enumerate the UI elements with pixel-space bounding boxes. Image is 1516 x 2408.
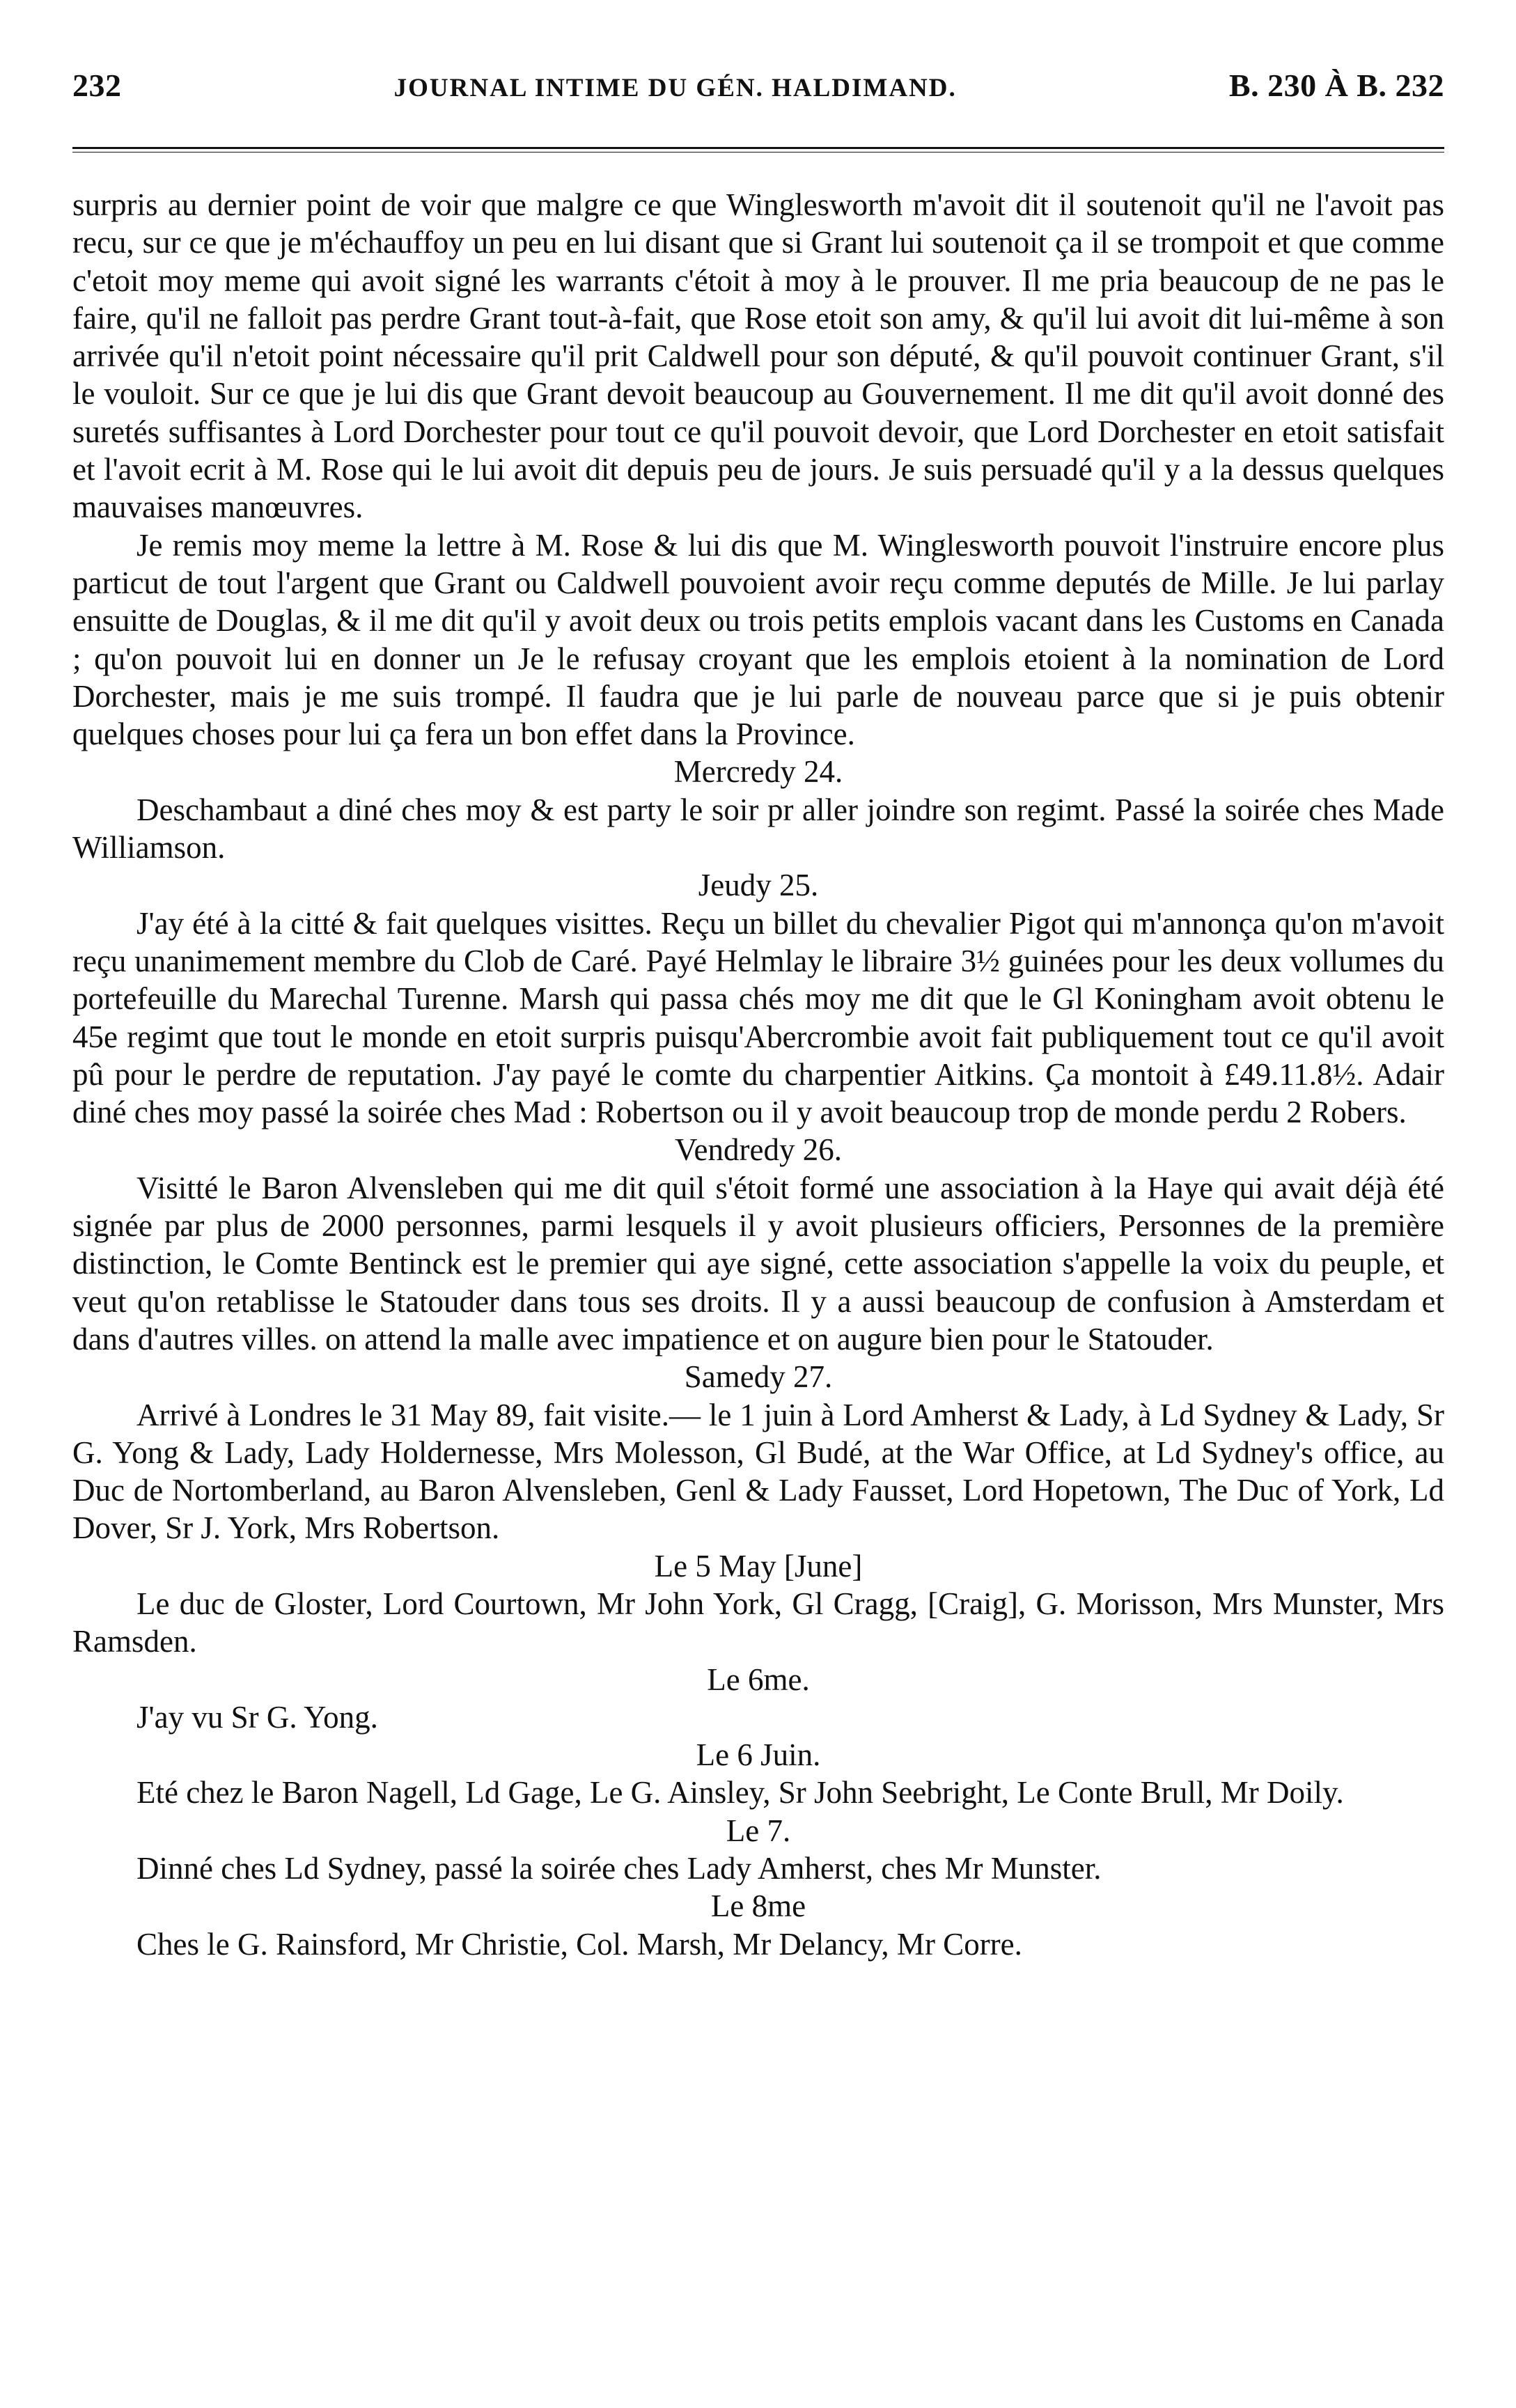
journal-paragraph: J'ay vu Sr G. Yong. xyxy=(136,1699,378,1735)
archive-reference: B. 230 À B. 232 xyxy=(1228,68,1444,103)
journal-paragraph: Le duc de Gloster, Lord Courtown, Mr John York, Gl Cragg, [Craig], G. Morisson, Mrs Munster, Mrs Ramsden. xyxy=(72,1586,1444,1659)
journal-text xyxy=(72,186,1444,1963)
running-title: JOURNAL INTIME DU GÉN. HALDIMAND. xyxy=(393,74,957,102)
page-number: 232 xyxy=(72,68,122,103)
entry-date-heading: Le 7. xyxy=(726,1813,791,1848)
journal-page xyxy=(72,67,1444,1963)
entry-date-heading: Jeudy 25. xyxy=(698,868,819,903)
entry-date-heading: Mercredy 24. xyxy=(673,754,843,790)
journal-paragraph: Eté chez le Baron Nagell, Ld Gage, Le G. Ainsley, Sr John Seebright, Le Conte Brull, Mr Doily. xyxy=(136,1775,1344,1811)
entry-date-heading: Le 8me xyxy=(710,1889,806,1924)
entry-date-heading: Le 6me. xyxy=(707,1662,810,1697)
journal-paragraph: Je remis moy meme la lettre à M. Rose & lui dis que M. Winglesworth pouvoit l'instruire encore plus particut de tout l'argent que Grant ou Caldwell pouvoient avoir reçu comme deputés de Mille. Je lui parlay ensuitte de Douglas, & il me dit qu'il y avoit deux ou trois petits emplois vacant dans les Customs en Canada ; qu'on pouvoit lui en donner un Je le refusay croyant que les emplois etoient à la nomination de Lord Dorchester, mais je me suis trompé. Il faudra que je lui parle de nouveau parce que si je puis obtenir quelques choses pour lui ça fera un bon effet dans la Province. xyxy=(72,527,1444,752)
entry-date-heading: Samedy 27. xyxy=(684,1359,833,1395)
journal-paragraph: Deschambaut a diné ches moy & est party le soir pr aller joindre son regimt. Passé la soirée ches Made Williamson. xyxy=(72,792,1444,866)
journal-paragraph: Arrivé à Londres le 31 May 89, fait visite.— le 1 juin à Lord Amherst & Lady, à Ld Sydney & Lady, Sr G. Yong & Lady, Lady Holdernesse, Mrs Molesson, Gl Budé, at the War Office, at Ld Sydney's office, au Duc de Nortomberland, au Baron Alvensleben, Genl & Lady Fausset, Lord Hopetown, The Duc of York, Ld Dover, Sr J. York, Mrs Robertson. xyxy=(72,1397,1444,1546)
journal-paragraph: Visitté le Baron Alvensleben qui me dit quil s'étoit formé une association à la Haye qui avait déjà été signée par plus de 2000 personnes, parmi lesquels il y avoit plusieurs officiers, Personnes de la première distinction, le Comte Bentinck est le premier qui aye signé, cette association s'appelle la voix du peuple, et veut qu'on retablisse le Statouder dans tous ses droits. Il y a aussi beaucoup de confusion à Amsterdam et dans d'autres villes. on attend la malle avec impatience et on augure bien pour le Statouder. xyxy=(72,1170,1444,1357)
entry-date-heading: Le 6 Juin. xyxy=(696,1737,821,1773)
entry-date-heading: Vendredy 26. xyxy=(675,1132,842,1168)
entry-date-heading: Le 5 May [June] xyxy=(654,1548,863,1584)
page-header xyxy=(72,67,1444,104)
header-rule xyxy=(72,147,1444,153)
journal-paragraph: Ches le G. Rainsford, Mr Christie, Col. Marsh, Mr Delancy, Mr Corre. xyxy=(136,1926,1022,1962)
journal-paragraph: Dinné ches Ld Sydney, passé la soirée ches Lady Amherst, ches Mr Munster. xyxy=(136,1851,1102,1886)
journal-paragraph: J'ay été à la citté & fait quelques visittes. Reçu un billet du chevalier Pigot qui m'annonça qu'on m'avoit reçu unanimement membre du Clob de Caré. Payé Helmlay le libraire 3½ guinées pour les deux vollumes du portefeuille du Marechal Turenne. Marsh qui passa chés moy me dit que le Gl Koningham avoit obtenu le 45e regimt que tout le monde en etoit surpris puisqu'Abercrombie avoit fait publiquement tout ce qu'il avoit pû pour le perdre de reputation. J'ay payé le comte du charpentier Aitkins. Ça montoit à £49.11.8½. Adair diné ches moy passé la soirée ches Mad : Robertson ou il y avoit beaucoup trop de monde perdu 2 Robers. xyxy=(72,905,1444,1130)
journal-paragraph: surpris au dernier point de voir que malgre ce que Winglesworth m'avoit dit il soutenoit qu'il ne l'avoit pas recu, sur ce que je m'échauffoy un peu en lui disant que si Grant lui soutenoit ça il se trompoit et que comme c'etoit moy meme qui avoit signé les warrants c'étoit à moy à le prouver. Il me pria beaucoup de ne pas le faire, qu'il ne falloit pas perdre Grant tout-à-fait, que Rose etoit son amy, & qu'il lui avoit dit lui-même à son arrivée qu'il n'etoit point nécessaire qu'il prit Caldwell pour son député, & qu'il pouvoit continuer Grant, s'il le vouloit. Sur ce que je lui dis que Grant devoit beaucoup au Gouvernement. Il me dit qu'il avoit donné des suretés suffisantes à Lord Dorchester pour tout ce qu'il pouvoit devoir, que Lord Dorchester en etoit satisfait et l'avoit ecrit à M. Rose qui le lui avoit dit depuis peu de jours. Je suis persuadé qu'il y a la dessus quelques mauvaises manœuvres. xyxy=(72,187,1444,525)
